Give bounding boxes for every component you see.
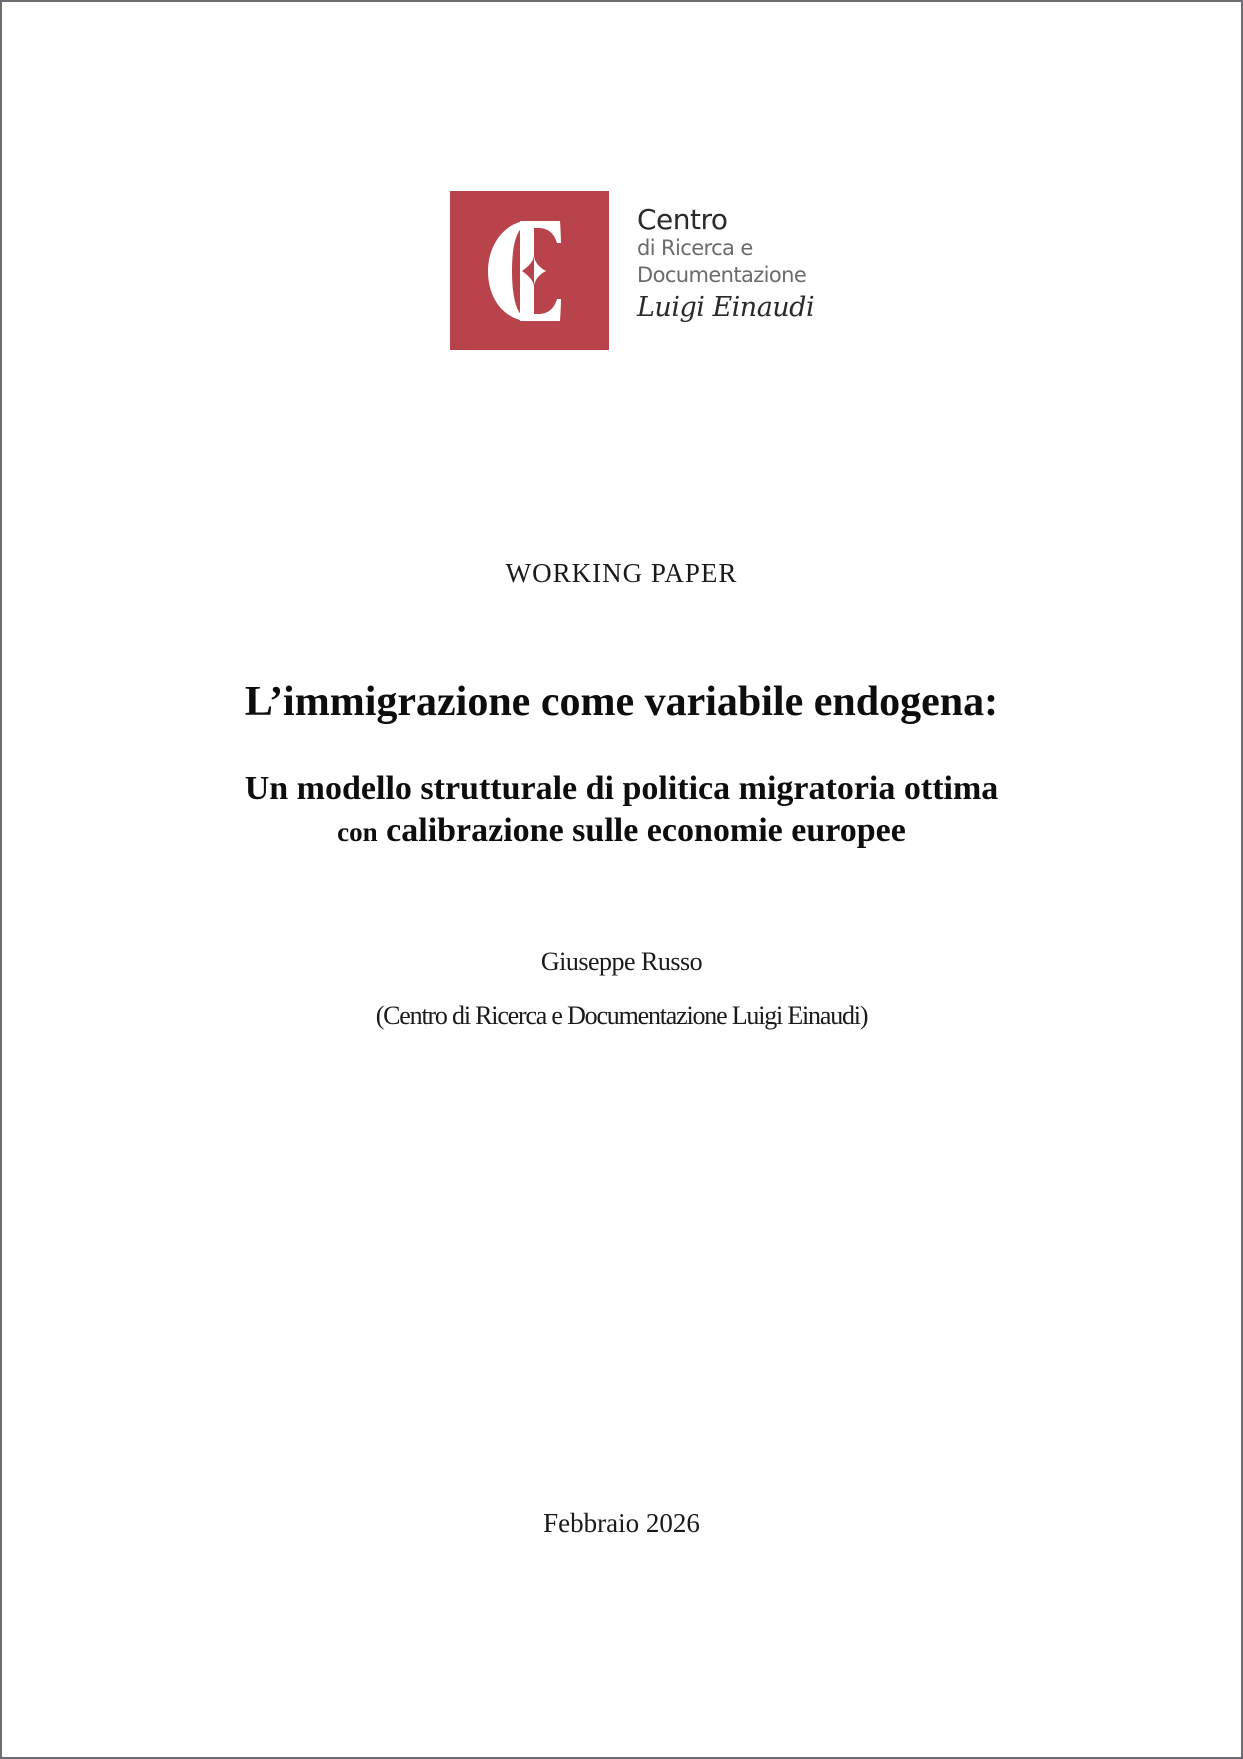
logo-wordmark: [637, 203, 815, 323]
institution-logo: [450, 191, 820, 351]
logo-text-di-ricerca: di Ricerca e: [637, 236, 753, 260]
subtitle-line-2: [2, 810, 1241, 853]
author-name: Giuseppe Russo: [540, 947, 703, 976]
subtitle-line-2-rest: calibrazione sulle economie europee: [377, 812, 906, 849]
subtitle-line-1: Un modello strutturale di politica migratoria ottima: [244, 770, 999, 807]
publication-date: Febbraio 2026: [543, 1508, 700, 1538]
logo-text-documentazione: Documentazione: [637, 263, 807, 287]
paper-title: L’immigrazione come variabile endogena:: [244, 679, 999, 725]
logo-text-centro: Centro: [637, 203, 728, 236]
logo-text-luigi-einaudi: Luigi Einaudi: [637, 292, 815, 323]
author-affiliation: (Centro di Ricerca e Documentazione Luigi Einaudi): [375, 1001, 868, 1030]
stylized-e-glyph-icon: [450, 191, 609, 350]
logo-mark-icon: [450, 191, 609, 350]
series-label: WORKING PAPER: [505, 558, 738, 588]
paper-subtitle: [2, 768, 1241, 853]
subtitle-line-2-prefix: con: [337, 817, 378, 847]
